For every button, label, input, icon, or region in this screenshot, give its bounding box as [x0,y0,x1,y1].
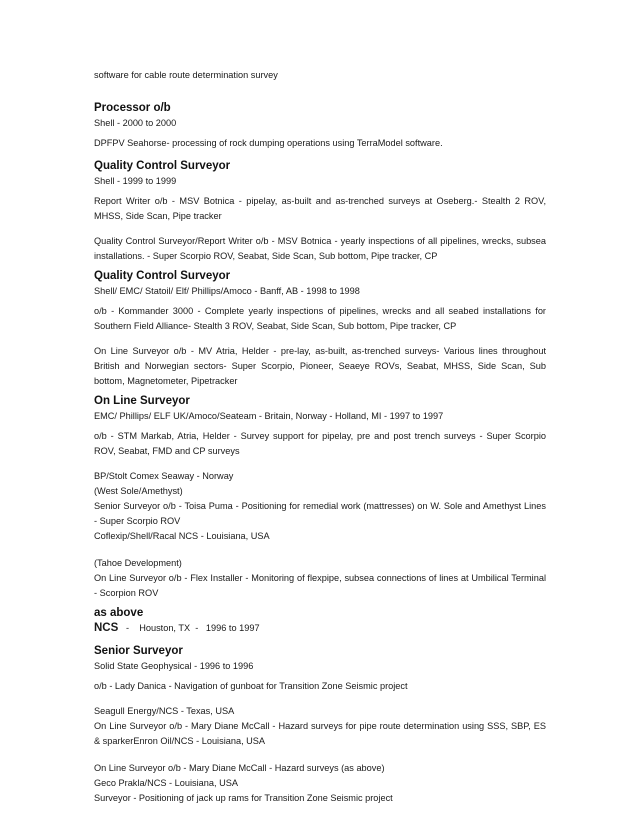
section-title: Quality Control Surveyor [94,270,231,282]
project-line: Senior Surveyor o/b - Toisa Puma - Positioning for remedial work (mattresses) on W. Sole and Amethyst Lines - Super Scorpio ROV [94,501,546,526]
project-line: Geco Prakla/NCS - Louisiana, USA [94,778,238,788]
project-line: Seagull Energy/NCS - Texas, USA [94,706,235,716]
description: o/b - STM Markab, Atria, Helder - Survey support for pipelay, pre and post trench surveys - Super Scorpio ROV, Seabat, FMD and CP surveys [94,431,546,456]
section-title: as above [94,607,144,619]
description: On Line Surveyor o/b - MV Atria, Helder - pre-lay, as-built, as-trenched surveys- Various lines throughout British and Norwegian sectors- Super Scorpio, Pioneer, Seaeye ROVs, Seabat, MHSS, Side Scan, Sub bottom, Magnetometer, Pipetracker [94,346,546,386]
company-line: Shell/ EMC/ Statoil/ Elf/ Phillips/Amoco - Banff, AB - 1998 to 1998 [94,286,360,296]
section-title: Quality Control Surveyor [94,160,231,172]
project-line: On Line Surveyor o/b - Flex Installer - Monitoring of flexpipe, subsea connections of lines at Umbilical Terminal - Scorpion ROV [94,573,546,598]
section-title: Processor o/b [94,102,171,114]
section-title: Senior Surveyor [94,645,183,657]
description: o/b - Kommander 3000 - Complete yearly inspections of pipelines, wrecks and all seabed installations for Southern Field Alliance- Stealth 3 ROV, Seabat, Side Scan, Sub bottom, Pipe tracker, CP [94,306,546,331]
description: Report Writer o/b - MSV Botnica - pipelay, as-built and as-trenched surveys at Oseberg.- Stealth 2 ROV, MHSS, Side Scan, Pipe tracker [94,196,546,221]
company-line [94,621,546,636]
description: DPFPV Seahorse- processing of rock dumping operations using TerraModel software. [94,138,443,148]
description: o/b - Lady Danica - Navigation of gunboat for Transition Zone Seismic project [94,681,408,691]
location-text: - Houston, TX - 1996 to 1997 [118,623,260,633]
project-line: (Tahoe Development) [94,558,182,568]
project-line: Surveyor - Positioning of jack up rams for Transition Zone Seismic project [94,793,393,803]
company-line: Solid State Geophysical - 1996 to 1996 [94,661,254,671]
project-line: Coflexip/Shell/Racal NCS - Louisiana, USA [94,531,270,541]
project-line: On Line Surveyor o/b - Mary Diane McCall - Hazard surveys (as above) [94,763,385,773]
project-line: On Line Surveyor o/b - Mary Diane McCall - Hazard surveys for pipe route determination using SSS, SBP, ES & sparkerEnron Oil/NCS - Louisiana, USA [94,721,546,746]
ncs-label: NCS [94,622,119,634]
section-title: On Line Surveyor [94,395,190,407]
project-line: BP/Stolt Comex Seaway - Norway [94,471,234,481]
resume-page [94,68,546,806]
company-line: EMC/ Phillips/ ELF UK/Amoco/Seateam - Britain, Norway - Holland, MI - 1997 to 1997 [94,411,444,421]
intro-text: software for cable route determination survey [94,70,278,80]
company-line: Shell - 1999 to 1999 [94,176,177,186]
project-line: (West Sole/Amethyst) [94,486,183,496]
description: Quality Control Surveyor/Report Writer o/b - MSV Botnica - yearly inspections of all pipelines, wrecks, subsea installations. - Super Scorpio ROV, Seabat, Side Scan, Sub bottom, Pipe tracker, CP [94,236,546,261]
company-line: Shell - 2000 to 2000 [94,118,177,128]
